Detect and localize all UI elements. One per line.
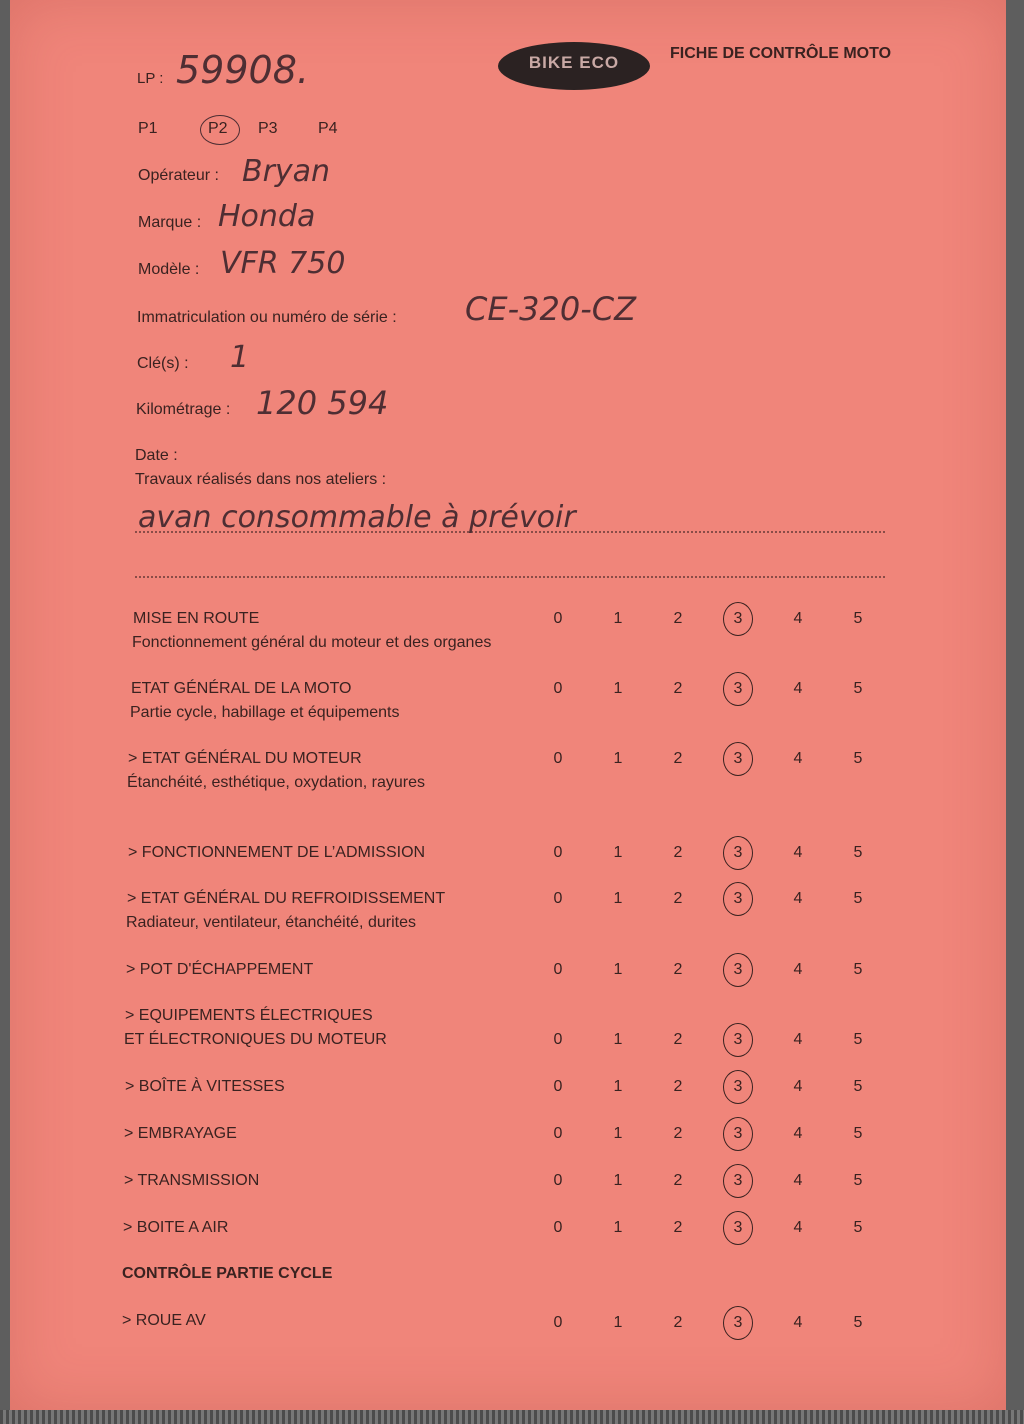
selected-score-circle — [723, 953, 753, 987]
position-p3: P3 — [258, 120, 278, 137]
score-option-4[interactable]: 4 — [793, 890, 803, 907]
cycle-inspection-row — [10, 1312, 1006, 1362]
selected-score-circle — [723, 1306, 753, 1340]
score-option-2[interactable]: 2 — [673, 1078, 683, 1095]
score-option-0[interactable]: 0 — [553, 680, 563, 697]
kilometrage-label: Kilométrage : — [136, 401, 231, 418]
position-p2: P2 — [208, 120, 228, 137]
control-sheet — [10, 0, 1006, 1410]
marque-value: Honda — [218, 199, 316, 234]
score-option-0[interactable]: 0 — [553, 1078, 563, 1095]
travaux-label: Travaux réalisés dans nos ateliers : — [135, 471, 387, 488]
score-option-3[interactable]: 3 — [733, 1314, 743, 1331]
score-option-1[interactable]: 1 — [613, 1078, 623, 1095]
lp-label: LP : — [137, 70, 164, 87]
score-option-1[interactable]: 1 — [613, 1314, 623, 1331]
score-option-0[interactable]: 0 — [553, 610, 563, 627]
score-option-5[interactable]: 5 — [853, 1172, 863, 1189]
score-option-1[interactable]: 1 — [613, 1031, 623, 1048]
row-label: > EQUIPEMENTS ÉLECTRIQUES — [125, 1007, 373, 1024]
row-label: > POT D'ÉCHAPPEMENT — [126, 961, 314, 978]
selected-score-circle — [723, 1117, 753, 1151]
operateur-value: Bryan — [242, 154, 331, 189]
score-option-0[interactable]: 0 — [553, 890, 563, 907]
marque-label: Marque : — [138, 214, 202, 231]
score-option-4[interactable]: 4 — [793, 610, 803, 627]
inspection-row — [10, 1219, 1006, 1269]
cles-label: Clé(s) : — [137, 355, 189, 372]
logo-text: BIKE ECO — [528, 52, 620, 72]
score-option-2[interactable]: 2 — [673, 961, 683, 978]
row-description: Partie cycle, habillage et équipements — [130, 704, 400, 721]
modele-value: VFR 750 — [220, 246, 346, 281]
position-p1: P1 — [138, 120, 158, 137]
row-label: MISE EN ROUTE — [133, 610, 260, 627]
selected-score-circle — [723, 672, 753, 706]
score-option-2[interactable]: 2 — [673, 1031, 683, 1048]
score-option-2[interactable]: 2 — [673, 1314, 683, 1331]
score-option-5[interactable]: 5 — [853, 1125, 863, 1142]
inspection-row — [10, 844, 1006, 894]
score-option-3[interactable]: 3 — [733, 1219, 743, 1236]
score-option-0[interactable]: 0 — [553, 961, 563, 978]
score-option-3[interactable]: 3 — [733, 1078, 743, 1095]
score-option-1[interactable]: 1 — [613, 680, 623, 697]
selected-score-circle — [723, 1211, 753, 1245]
score-option-4[interactable]: 4 — [793, 1219, 803, 1236]
inspection-row — [10, 890, 1006, 940]
score-option-5[interactable]: 5 — [853, 1031, 863, 1048]
score-option-1[interactable]: 1 — [613, 961, 623, 978]
form-title: FICHE DE CONTRÔLE MOTO — [670, 45, 892, 62]
modele-label: Modèle : — [138, 261, 200, 278]
row-description: ET ÉLECTRONIQUES DU MOTEUR — [124, 1031, 387, 1048]
score-option-2[interactable]: 2 — [673, 890, 683, 907]
inspection-row — [10, 1125, 1006, 1175]
score-option-5[interactable]: 5 — [853, 610, 863, 627]
selected-score-circle — [723, 1023, 753, 1057]
score-option-3[interactable]: 3 — [733, 890, 743, 907]
score-option-2[interactable]: 2 — [673, 844, 683, 861]
score-option-3[interactable]: 3 — [733, 1031, 743, 1048]
score-option-3[interactable]: 3 — [733, 750, 743, 767]
score-option-2[interactable]: 2 — [673, 680, 683, 697]
score-option-4[interactable]: 4 — [793, 680, 803, 697]
score-option-3[interactable]: 3 — [733, 1172, 743, 1189]
score-option-4[interactable]: 4 — [793, 1031, 803, 1048]
position-p4: P4 — [318, 120, 338, 137]
row-label: > ETAT GÉNÉRAL DU REFROIDISSEMENT — [127, 890, 446, 907]
selected-score-circle — [723, 1070, 753, 1104]
inspection-row — [10, 750, 1006, 800]
selected-score-circle — [723, 742, 753, 776]
score-option-1[interactable]: 1 — [613, 750, 623, 767]
score-option-1[interactable]: 1 — [613, 890, 623, 907]
score-option-1[interactable]: 1 — [613, 844, 623, 861]
cles-value: 1 — [230, 340, 250, 375]
selected-score-circle — [723, 602, 753, 636]
row-description: Fonctionnement général du moteur et des organes — [132, 634, 492, 651]
inspection-row — [10, 1007, 1006, 1057]
score-option-2[interactable]: 2 — [673, 750, 683, 767]
inspection-row — [10, 1172, 1006, 1222]
score-option-2[interactable]: 2 — [673, 1172, 683, 1189]
travaux-value: avan consommable à prévoir — [138, 500, 576, 535]
inspection-row — [10, 961, 1006, 1011]
travaux-line-2 — [135, 576, 885, 578]
row-label: > BOÎTE À VITESSES — [125, 1078, 285, 1095]
score-option-4[interactable]: 4 — [793, 1314, 803, 1331]
score-option-4[interactable]: 4 — [793, 961, 803, 978]
score-option-5[interactable]: 5 — [853, 1314, 863, 1331]
score-option-0[interactable]: 0 — [553, 1172, 563, 1189]
score-option-3[interactable]: 3 — [733, 680, 743, 697]
score-option-0[interactable]: 0 — [553, 1219, 563, 1236]
score-option-5[interactable]: 5 — [853, 890, 863, 907]
score-option-4[interactable]: 4 — [793, 844, 803, 861]
score-option-4[interactable]: 4 — [793, 750, 803, 767]
row-label: > TRANSMISSION — [124, 1172, 260, 1189]
row-label: > FONCTIONNEMENT DE L’ADMISSION — [128, 844, 426, 861]
lp-value: 59908. — [176, 48, 309, 92]
row-label: > EMBRAYAGE — [124, 1125, 237, 1142]
operateur-label: Opérateur : — [138, 167, 219, 184]
inspection-row — [10, 1078, 1006, 1128]
row-label: ETAT GÉNÉRAL DE LA MOTO — [131, 680, 352, 697]
score-option-2[interactable]: 2 — [673, 610, 683, 627]
score-option-3[interactable]: 3 — [733, 961, 743, 978]
score-option-1[interactable]: 1 — [613, 1172, 623, 1189]
score-option-5[interactable]: 5 — [853, 680, 863, 697]
score-option-2[interactable]: 2 — [673, 1219, 683, 1236]
score-option-5[interactable]: 5 — [853, 1219, 863, 1236]
section-cycle-title: CONTRÔLE PARTIE CYCLE — [122, 1265, 333, 1282]
selected-score-circle — [723, 1164, 753, 1198]
row-description: Radiateur, ventilateur, étanchéité, durites — [126, 914, 416, 931]
immatriculation-label: Immatriculation ou numéro de série : — [137, 309, 397, 326]
score-option-5[interactable]: 5 — [853, 750, 863, 767]
score-option-0[interactable]: 0 — [553, 844, 563, 861]
score-option-3[interactable]: 3 — [733, 610, 743, 627]
selected-score-circle — [723, 836, 753, 870]
row-label: > ETAT GÉNÉRAL DU MOTEUR — [128, 750, 362, 767]
score-option-1[interactable]: 1 — [613, 1219, 623, 1236]
score-option-5[interactable]: 5 — [853, 844, 863, 861]
row-label: > ROUE AV — [122, 1312, 206, 1329]
inspection-row — [10, 680, 1006, 730]
row-description: Étanchéité, esthétique, oxydation, rayures — [127, 774, 425, 791]
company-logo — [498, 42, 650, 90]
score-option-3[interactable]: 3 — [733, 844, 743, 861]
row-label: > BOITE A AIR — [123, 1219, 229, 1236]
score-option-0[interactable]: 0 — [553, 750, 563, 767]
date-label: Date : — [135, 447, 178, 464]
score-option-1[interactable]: 1 — [613, 1125, 623, 1142]
score-option-0[interactable]: 0 — [553, 1125, 563, 1142]
score-option-0[interactable]: 0 — [553, 1031, 563, 1048]
kilometrage-value: 120 594 — [256, 384, 389, 422]
score-option-1[interactable]: 1 — [613, 610, 623, 627]
score-option-5[interactable]: 5 — [853, 961, 863, 978]
score-option-4[interactable]: 4 — [793, 1172, 803, 1189]
table-surface — [0, 1410, 1024, 1424]
score-option-4[interactable]: 4 — [793, 1078, 803, 1095]
inspection-row — [10, 610, 1006, 660]
score-option-4[interactable]: 4 — [793, 1125, 803, 1142]
score-option-3[interactable]: 3 — [733, 1125, 743, 1142]
score-option-0[interactable]: 0 — [553, 1314, 563, 1331]
immatriculation-value: CE-320-CZ — [465, 290, 636, 328]
score-option-5[interactable]: 5 — [853, 1078, 863, 1095]
score-option-2[interactable]: 2 — [673, 1125, 683, 1142]
selected-score-circle — [723, 882, 753, 916]
